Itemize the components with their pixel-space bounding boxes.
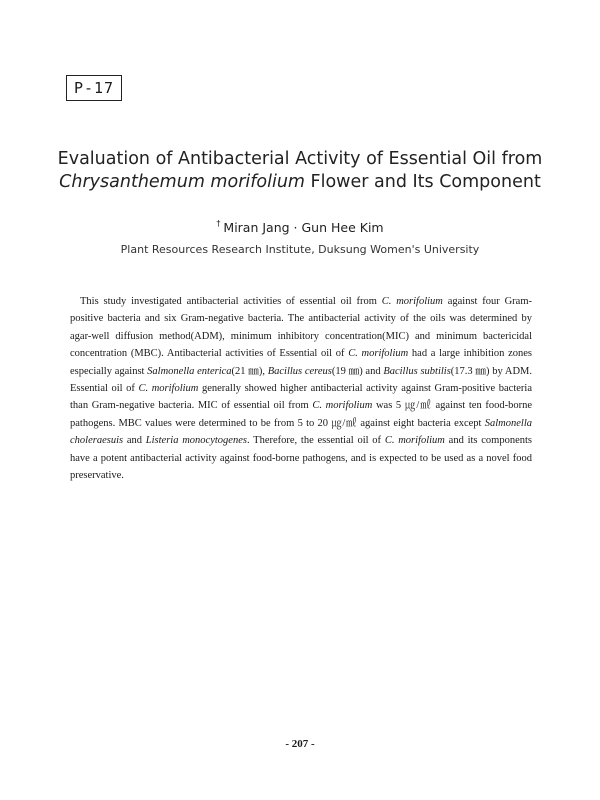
- title-line-2-rest: Flower and Its Component: [304, 172, 541, 192]
- species-name: Salmonella enterica: [147, 365, 232, 377]
- abstract-text: and its components have a potent antibacterial activity against food-borne pathogens, and is expected to be used as a novel food preservative.: [70, 435, 533, 482]
- abstract-text: (19 ㎜) and: [331, 365, 384, 377]
- species-name: C. morifolium: [138, 383, 199, 395]
- page-number: - 207 -: [285, 738, 315, 750]
- abstract-paragraph: [70, 293, 532, 484]
- species-name: Salmonella choleraesuis: [70, 417, 532, 447]
- abstract-text: (17.3 ㎜) by ADM. Essential oil of: [70, 365, 532, 395]
- paper-title: [40, 148, 560, 194]
- abstract-text: (21 ㎜),: [231, 365, 268, 377]
- abstract-text: against four Gram-positive bacteria and six Gram-negative bacteria. The antibacterial activity of the oils was determined by agar-well diffusion method(ADM), minimum inhibitory concentration(MIC) and minimum bactericidal concentration (MBC). Antibacterial activities of Essential oil of: [70, 296, 532, 360]
- abstract-text: . Therefore, the essential oil of: [246, 435, 385, 447]
- species-name: C. morifolium: [381, 296, 443, 307]
- abstract-text: was 5 ㎍/㎖ against ten food-borne pathogens. MBC values were determined to be from 5 to 20 ㎍/㎖ against eight bacteria except: [70, 400, 532, 429]
- corresponding-author-mark: †: [216, 219, 221, 228]
- title-line-2: [40, 171, 560, 194]
- species-name: Bacillus subtilis: [383, 365, 451, 377]
- title-species-name: Chrysanthemum morifolium: [59, 172, 305, 192]
- author-line: [40, 215, 560, 237]
- species-name: C. morifolium: [348, 348, 409, 360]
- species-name: Listeria monocytogenes: [145, 435, 247, 447]
- species-name: Bacillus cereus: [267, 365, 332, 377]
- abstract-text: This study investigated antibacterial activities of essential oil from: [80, 296, 382, 307]
- abstract-text: had a large inhibition zones especially against: [70, 348, 533, 377]
- poster-code-box: P-17: [66, 75, 122, 101]
- author-names: Miran Jang · Gun Hee Kim: [223, 220, 384, 235]
- species-name: C. morifolium: [312, 400, 373, 412]
- abstract-text: generally showed higher antibacterial activity against Gram-positive bacteria than Gram-negative bacteria. MIC of essential oil from: [70, 383, 532, 412]
- title-line-1: Evaluation of Antibacterial Activity of Essential Oil from: [57, 149, 543, 169]
- affiliation: Plant Resources Research Institute, Duksung Women's University: [120, 243, 480, 256]
- abstract-text: and: [123, 435, 146, 447]
- species-name: C. morifolium: [384, 435, 445, 447]
